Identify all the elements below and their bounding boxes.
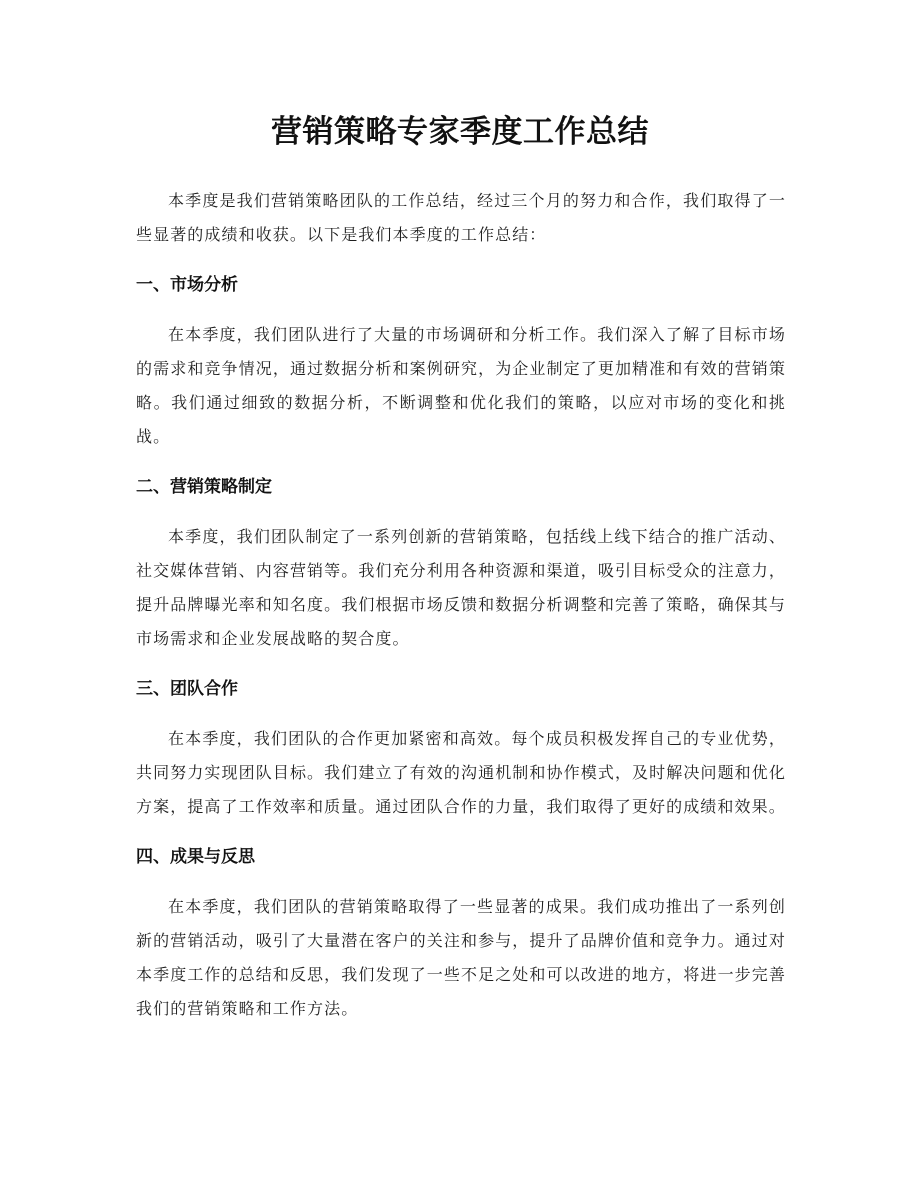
section-body-teamwork: 在本季度，我们团队的合作更加紧密和高效。每个成员积极发挥自己的专业优势，共同努力实现团队目标。我们建立了有效的沟通机制和协作模式，及时解决问题和优化方案，提高了工作效率和质量。通过团队合作的力量，我们取得了更好的成绩和效果。 (136, 729, 786, 816)
section-heading-strategy: 二、营销策略制定 (136, 477, 272, 497)
section-body-strategy: 本季度，我们团队制定了一系列创新的营销策略，包括线上线下结合的推广活动、社交媒体营销、内容营销等。我们充分利用各种资源和渠道，吸引目标受众的注意力，提升品牌曝光率和知名度。我们根据市场反馈和数据分析调整和完善了策略，确保其与市场需求和企业发展战略的契合度。 (136, 527, 786, 648)
section-heading-results: 四、成果与反思 (136, 847, 255, 867)
section-heading-teamwork: 三、团队合作 (136, 679, 238, 699)
document-title: 营销策略专家季度工作总结 (271, 114, 649, 150)
document-body (136, 184, 786, 1026)
section-body-results: 在本季度，我们团队的营销策略取得了一些显著的成果。我们成功推出了一系列创新的营销活动，吸引了大量潜在客户的关注和参与，提升了品牌价值和竞争力。通过对本季度工作的总结和反思，我们发现了一些不足之处和可以改进的地方，将进一步完善我们的营销策略和工作方法。 (136, 897, 786, 1018)
section-heading-market-analysis: 一、市场分析 (136, 275, 238, 295)
intro-paragraph: 本季度是我们营销策略团队的工作总结，经过三个月的努力和合作，我们取得了一些显著的成绩和收获。以下是我们本季度的工作总结： (136, 191, 786, 244)
section-body-market-analysis: 在本季度，我们团队进行了大量的市场调研和分析工作。我们深入了解了目标市场的需求和竞争情况，通过数据分析和案例研究，为企业制定了更加精准和有效的营销策略。我们通过细致的数据分析，不断调整和优化我们的策略，以应对市场的变化和挑战。 (136, 325, 786, 446)
